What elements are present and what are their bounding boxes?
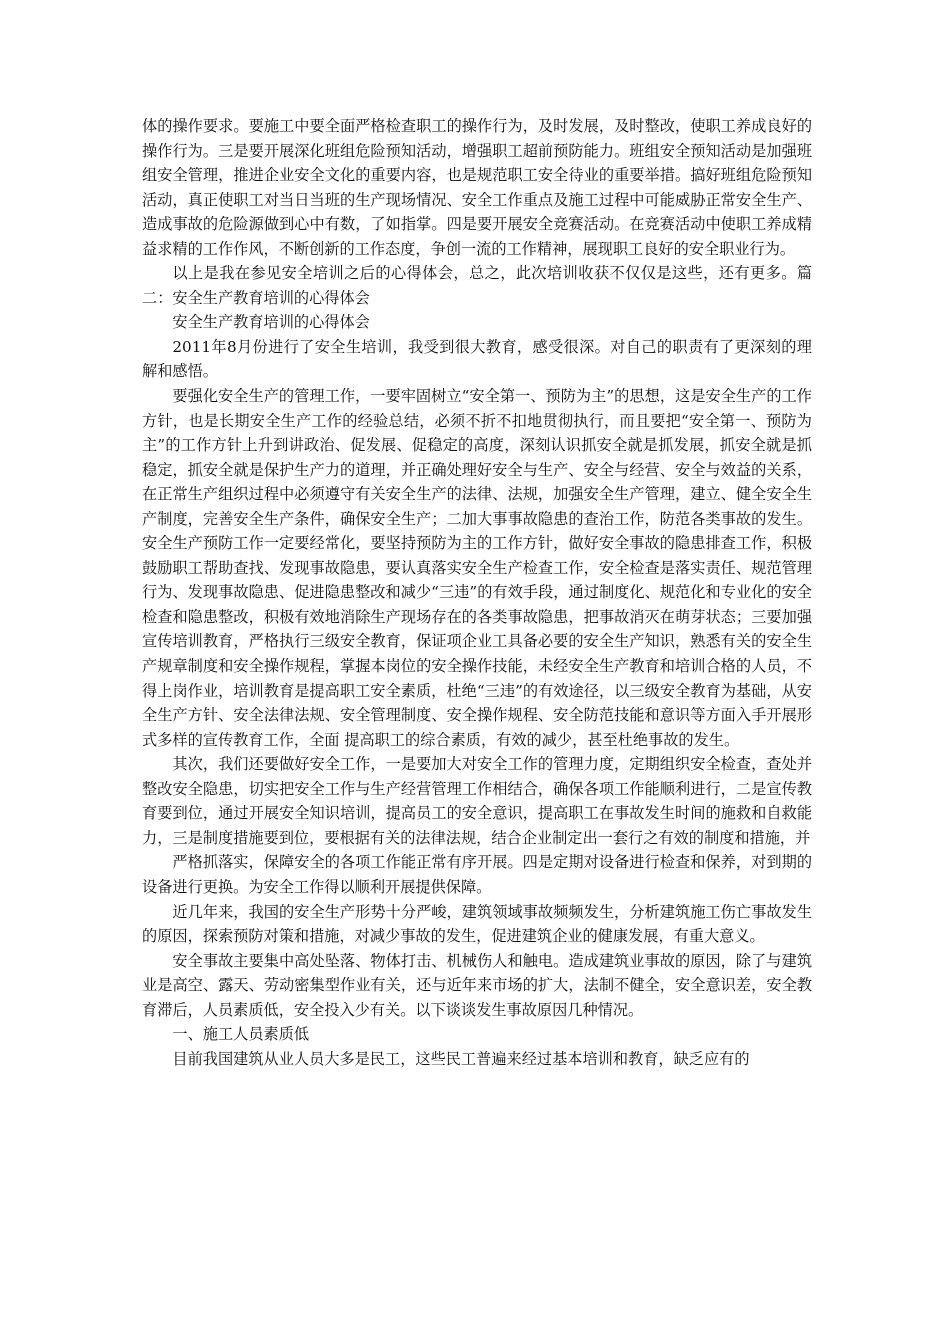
paragraph-5: 其次，我们还要做好安全工作，一是要加大对安全工作的管理力度，定期组织安全检查，查处并整改安全隐患，切实把安全工作与生产经营管理工作相结合，确保各项工作能顺利进行，二是宣传教育要到位，通过开展安全知识培训，提高员工的安全意识，提高职工在事故发生时间的施救和自救能力，三是制度措施要到位，要根据有关的法律法规，结合企业制定出一套行之有效的制度和措施，并 [142, 755, 812, 847]
paragraph-2: 以上是我在参见安全培训之后的心得体会，总之，此次培训收获不仅仅是这些，还有更多。篇二：安全生产教育培训的心得体会 [142, 264, 812, 307]
paragraph-1: 体的操作要求。要施工中要全面严格检查职工的操作行为，及时发展，及时整改，使职工养成良好的操作行为。三是要开展深化班组危险预知活动，增强职工超前预防能力。班组安全预知活动是加强班组安全管理，推进企业安全文化的重要内容，也是规范职工安全待业的重要举措。搞好班组危险预知活动，真正使职工对当日当班的生产现场情况、安全工作重点及施工过程中可能威胁正常安全生产、造成事故的危险源做到心中有数，了如指掌。四是要开展安全竞赛活动。在竞赛活动中使职工养成精益求精的工作作风，不断创新的工作态度，争创一流的工作精神，展现职工良好的安全职业行为。 [142, 117, 812, 258]
document-body [142, 114, 812, 1071]
section-heading: 安全生产教育培训的心得体会 [172, 313, 370, 332]
paragraph-9: 目前我国建筑从业人员大多是民工，这些民工普遍来经过基本培训和教育，缺乏应有的 [172, 1049, 750, 1068]
paragraph-4: 要强化安全生产的管理工作，一要牢固树立“安全第一、预防为主”的思想，这是安全生产的工作方针，也是长期安全生产工作的经验总结，必须不折不扣地贯彻执行，而且要把“安全第一、预防为主”的工作方针上升到讲政治、促发展、促稳定的高度，深刻认识抓安全就是抓发展，抓安全就是抓稳定，抓安全就是保护生产力的道理，并正确处理好安全与生产、安全与经营、安全与效益的关系，在正常生产组织过程中必须遵守有关安全生产的法律、法规，加强安全生产管理，建立、健全安全生产制度，完善安全生产条件，确保安全生产；二加大事事故隐患的查治工作，防范各类事故的发生。安全生产预防工作一定要经常化，要坚持预防为主的工作方针，做好安全事故的隐患排查工作，积极鼓励职工帮助查找、发现事故隐患，要认真落实安全生产检查工作，安全检查是落实责任、规范管理行为、发现事故隐患、促进隐患整改和减少“三违”的有效手段，通过制度化、规范化和专业化的安全检查和隐患整改，积极有效地消除生产现场存在的各类事故隐患，把事故消灭在萌芽状态；三要加强宣传培训教育，严格执行三级安全教育，保证项企业工具备必要的安全生产知识，熟悉有关的安全生产规章制度和安全操作规程，掌握本岗位的安全操作技能，未经安全生产教育和培训合格的人员，不得上岗作业，培训教育是提高职工安全素质，杜绝“三违”的有效途径，以三级安全教育为基础，从安全生产方针、安全法律法规、安全管理制度、安全操作规程、安全防范技能和意识等方面入手开展形式多样的宣传教育工作，全面 提高职工的综合素质，有效的减少，甚至杜绝事故的发生。 [142, 387, 812, 749]
paragraph-3: 2011年8月份进行了安全生培训，我受到很大教育，感受很深。对自己的职责有了更深刻的理解和感悟。 [142, 337, 812, 381]
paragraph-8: 安全事故主要集中高处坠落、物体打击、机械伤人和触电。造成建筑业事故的原因，除了与建筑业是高空、露天、劳动密集型作业有关，还与近年来市场的扩大，法制不健全，安全意识差，安全教育滞后，人员素质低，安全投入少有关。以下谈谈发生事故原因几种情况。 [142, 951, 812, 1019]
paragraph-7: 近几年来，我国的安全生产形势十分严峻，建筑领域事故频频发生，分析建筑施工伤亡事故发生的原因，探索预防对策和措施，对减少事故的发生，促进建筑企业的健康发展，有重大意义。 [142, 902, 812, 946]
paragraph-6: 严格抓落实，保障安全的各项工作能正常有序开展。四是定期对设备进行检查和保养，对到期的设备进行更换。为安全工作得以顺利开展提供保障。 [142, 853, 812, 896]
subheading-1: 一、施工人员素质低 [172, 1025, 310, 1044]
